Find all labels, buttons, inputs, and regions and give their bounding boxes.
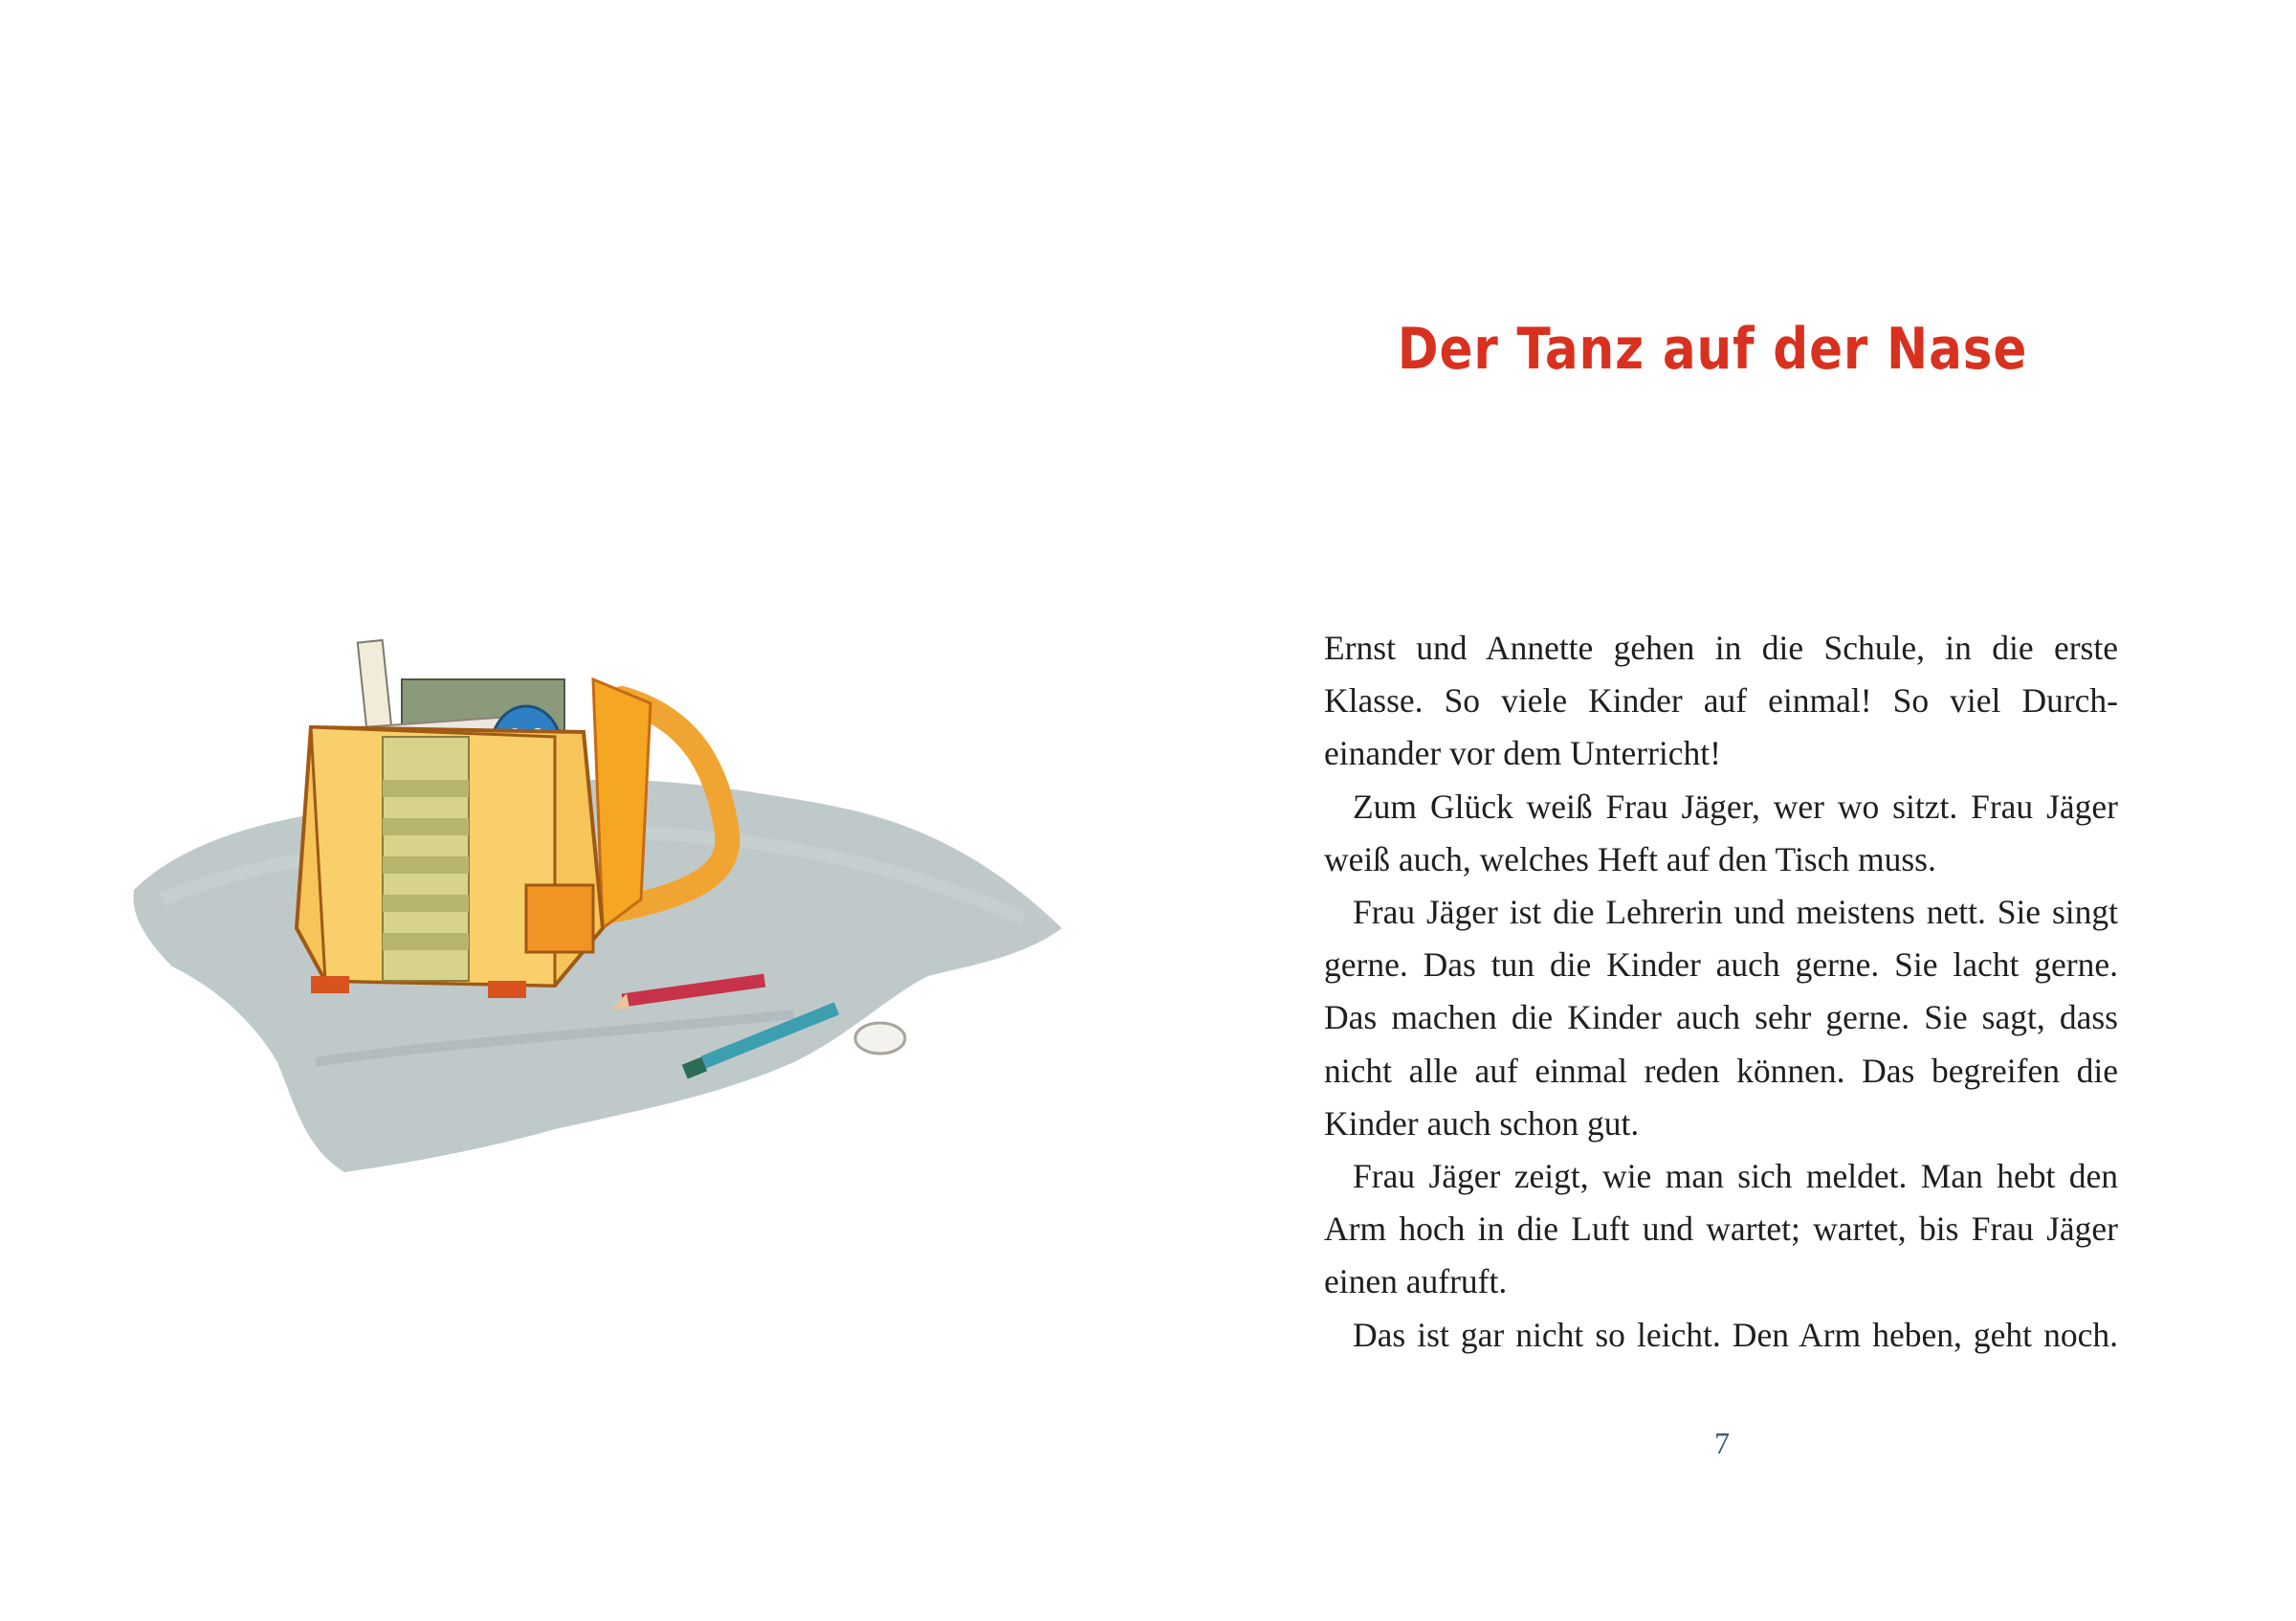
chapter-title: Der Tanz auf der Nase [1397,316,2028,384]
text-line: Das machen die Kinder auch sehr gerne. Sie sagt, dass [1324,998,2118,1037]
paragraph-3 [1324,886,2118,1150]
eraser [855,1023,905,1054]
text-line: nicht alle auf einmal reden können. Das begreifen die [1324,1051,2118,1090]
text-line: weiß auch, welches Heft auf den Tisch muss. [1324,839,1936,878]
text-line: Frau Jäger zeigt, wie man sich meldet. Man hebt den [1353,1157,2118,1196]
text-line: Ernst und Annette gehen in die Schule, in die erste [1324,629,2118,667]
floor-shadow [133,780,1062,1172]
text-line: Zum Glück weiß Frau Jäger, wer wo sitzt. Frau Jäger [1353,787,2118,826]
text-line: Kinder auch schon gut. [1324,1103,1640,1143]
text-line: einen aufruft. [1324,1262,1508,1301]
text-line: gerne. Das tun die Kinder auch gerne. Sie lacht gerne. [1324,945,2118,985]
text-line: Das ist gar nicht so leicht. Den Arm heben, geht noch. [1353,1315,2118,1354]
page-number: 7 [1714,1426,1730,1460]
satchel-illustration [105,612,1081,1206]
chapter-body [1324,622,2118,1362]
paragraph-2 [1324,781,2118,886]
text-line: Frau Jäger ist die Lehrerin und meistens nett. Sie singt [1353,893,2118,932]
text-line: einander vor dem Unterricht! [1324,734,1721,773]
text-line: Arm hoch in die Luft und wartet; wartet, bis Frau Jäger [1324,1210,2118,1249]
paragraph-5 [1324,1309,2118,1362]
text-line: Klasse. So viele Kinder auf einmal! So viel Durch- [1324,681,2118,721]
paragraph-1 [1324,622,2118,781]
paragraph-4 [1324,1150,2118,1309]
